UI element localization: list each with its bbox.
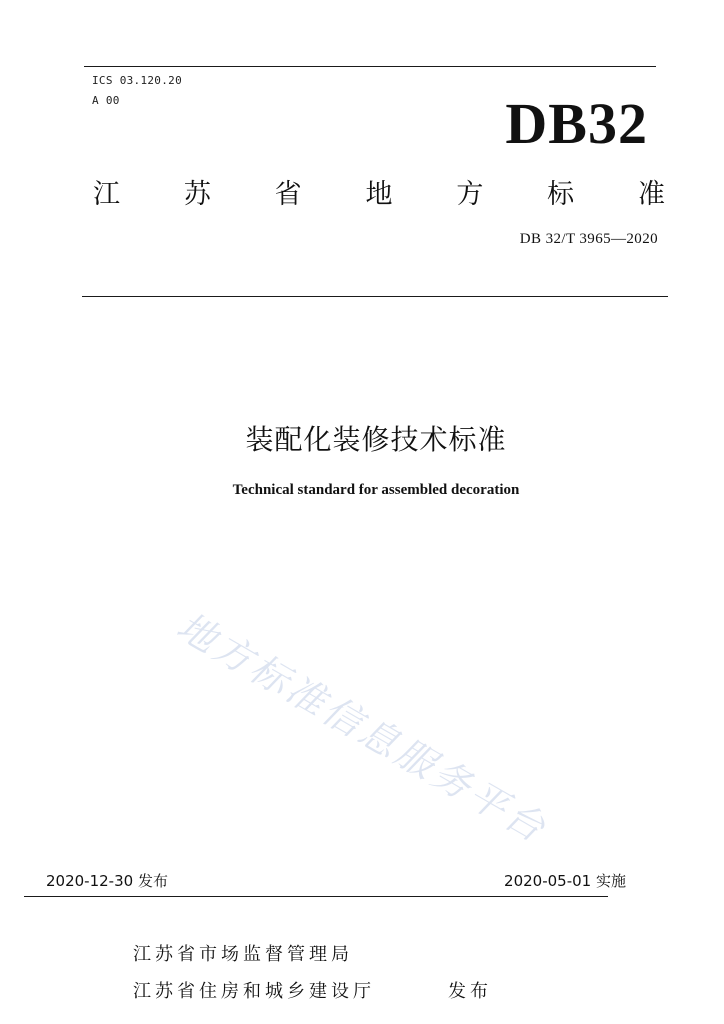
province-char: 苏: [183, 179, 211, 210]
province-char: 江: [93, 179, 120, 210]
standard-number: DB 32/T 3965—2020: [519, 231, 658, 247]
issue-date: 2020-12-30 发布: [46, 872, 168, 890]
date-rule: [24, 896, 608, 897]
province-char: 地: [365, 179, 393, 210]
province-char: 准: [637, 179, 665, 210]
title-chinese: 装配化装修技术标准: [245, 423, 507, 456]
db-code-logo: DB32: [505, 91, 648, 156]
watermark: 地方标准信息服务平台: [169, 603, 556, 852]
province-char: 省: [274, 179, 302, 210]
province-char: 方: [456, 179, 484, 210]
ccs-code: A 00: [92, 94, 120, 107]
ics-code: ICS 03.120.20: [92, 74, 182, 87]
title-english: Technical standard for assembled decoration: [232, 482, 520, 498]
implement-date: 2020-05-01 实施: [504, 872, 626, 890]
issuer-line-1: 江苏省市场监督管理局: [133, 944, 353, 965]
province-char: 标: [547, 179, 575, 210]
issuer-line-2: 江苏省住房和城乡建设厅: [133, 981, 375, 1002]
publish-label: 发布: [448, 981, 492, 1002]
top-rule: [84, 66, 656, 67]
header-rule: [82, 296, 668, 297]
province-standard-heading: [93, 172, 665, 211]
